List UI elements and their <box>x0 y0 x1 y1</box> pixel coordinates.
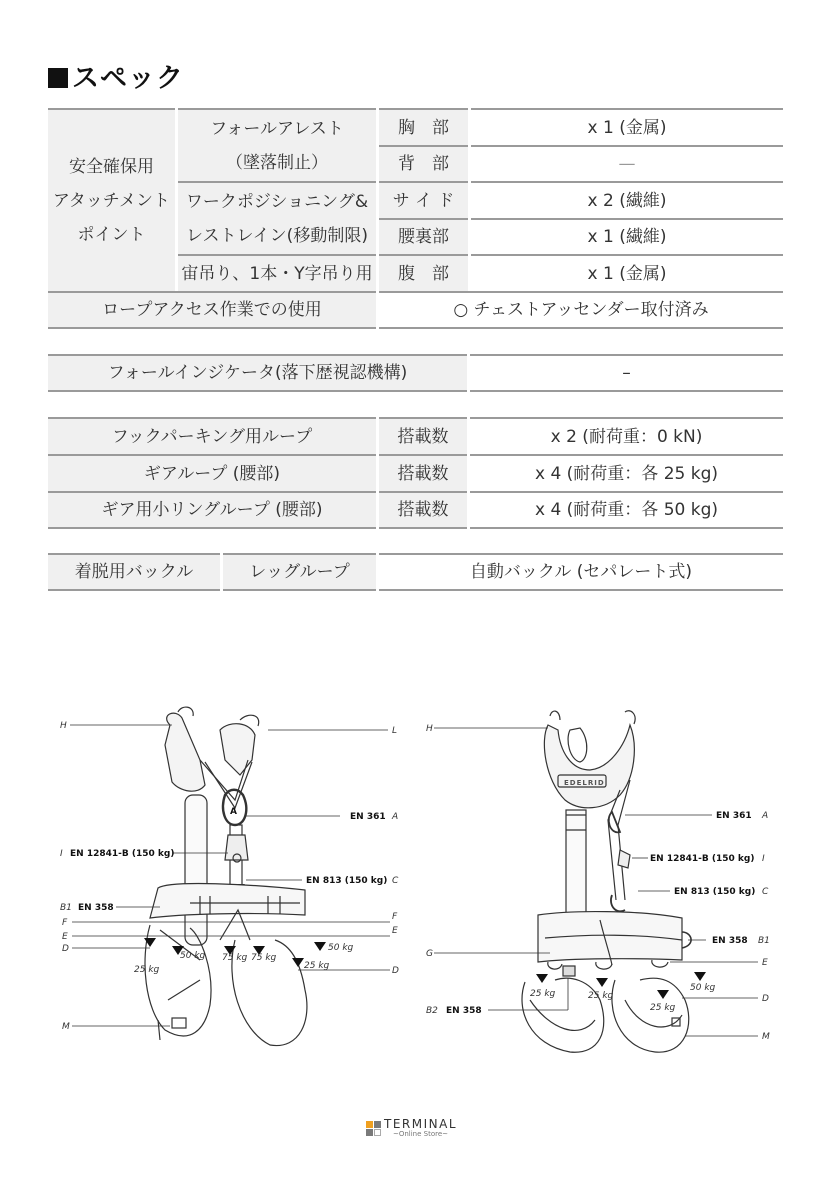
position-side: サ イ ド <box>379 181 468 218</box>
loop-value-gear: x 4 (耐荷重：各 25 kg) <box>470 454 783 491</box>
value-side: x 2 (繊維) <box>471 181 783 218</box>
harness-front-illustration <box>145 707 307 1045</box>
label-E-right: E <box>392 926 398 936</box>
load-25kg-left: 25 kg <box>134 965 160 975</box>
loop-label-hook-parking: フックパーキング用ループ <box>48 417 376 454</box>
label-C-standard: EN 813 (150 kg) <box>674 887 756 897</box>
label-B1: B1 <box>60 903 72 913</box>
label-I: I <box>60 849 63 859</box>
load-50kg: 50 kg <box>690 983 716 993</box>
load-25kg-c: 25 kg <box>650 1003 676 1013</box>
brand-label: EDELRID <box>564 779 605 787</box>
label-M: M <box>62 1022 70 1032</box>
load-25kg-b: 25 kg <box>588 991 614 1001</box>
buckle-value: 自動バックル (セパレート式) <box>379 553 783 591</box>
fall-indicator-label: フォールインジケータ(落下歴視認機構) <box>48 354 467 392</box>
loop-count-label: 搭載数 <box>379 454 467 491</box>
suspension-label: 宙吊り、1本・Y字吊り用 <box>178 254 376 291</box>
loop-label-gear: ギアループ (腰部) <box>48 454 376 491</box>
label-C: C <box>762 887 769 897</box>
label-I: I <box>762 854 765 864</box>
label-A-standard: EN 361 <box>350 812 386 822</box>
label-B1-standard: EN 358 <box>78 903 114 913</box>
loop-value-small-ring: x 4 (耐荷重：各 50 kg) <box>470 491 783 529</box>
fall-arrest-label: フォールアレスト （墜落制止） <box>178 108 376 181</box>
label-E-left: E <box>62 932 68 942</box>
label-D-right: D <box>392 966 399 976</box>
arrow-down-icon <box>292 948 304 967</box>
harness-back-diagram <box>420 700 790 1080</box>
label-I-standard: EN 12841-B (150 kg) <box>650 854 755 864</box>
label-B1: B1 <box>758 936 770 946</box>
label-A: A <box>762 811 769 821</box>
work-positioning-label: ワークポジショニング& レストレイン(移動制限) <box>178 181 376 254</box>
harness-front-diagram <box>50 700 410 1080</box>
rope-access-value: ○ チェストアッセンダー取付済み <box>379 291 783 329</box>
logo-grid-icon <box>366 1121 381 1136</box>
label-B2: B2 <box>426 1006 438 1016</box>
value-back: — <box>471 145 783 181</box>
loop-count-label: 搭載数 <box>379 417 467 454</box>
load-75kg-a: 75 kg <box>222 953 248 963</box>
terminal-store-logo <box>366 1118 457 1138</box>
page-title: スペック <box>48 56 184 95</box>
label-B1-standard: EN 358 <box>712 936 748 946</box>
label-I-standard: EN 12841-B (150 kg) <box>70 849 175 859</box>
label-B2-standard: EN 358 <box>446 1006 482 1016</box>
loop-value-hook-parking: x 2 (耐荷重：0 kN) <box>470 417 783 454</box>
logo-name: TERMINAL <box>384 1117 458 1131</box>
buckle-label: 着脱用バックル <box>48 553 220 591</box>
label-D: D <box>762 994 769 1004</box>
arrow-down-icon <box>536 962 548 983</box>
label-L: L <box>392 726 398 736</box>
arrow-down-icon <box>314 932 326 951</box>
label-C-standard: EN 813 (150 kg) <box>306 876 388 886</box>
square-bullet-icon <box>48 68 68 88</box>
attachment-group-label: 安全確保用 アタッチメント ポイント <box>48 108 175 291</box>
arrow-down-icon <box>694 962 706 981</box>
loop-label-small-ring: ギア用小リングループ (腰部) <box>48 491 376 529</box>
load-25kg-right: 25 kg <box>304 961 330 971</box>
harness-back-illustration <box>522 711 691 1052</box>
label-M: M <box>762 1032 770 1042</box>
label-A: A <box>392 812 399 822</box>
label-C: C <box>392 876 399 886</box>
label-G: G <box>426 949 433 959</box>
label-D-left: D <box>62 944 69 954</box>
load-75kg-b: 75 kg <box>251 953 277 963</box>
label-E: E <box>762 958 768 968</box>
load-50kg-left: 50 kg <box>180 951 206 961</box>
position-chest: 胸 部 <box>379 108 468 145</box>
label-F-right: F <box>392 912 398 922</box>
load-25kg-a: 25 kg <box>530 989 556 999</box>
buckle-sub-label: レッグループ <box>223 553 376 591</box>
load-50kg-right: 50 kg <box>328 943 354 953</box>
label-F-left: F <box>62 918 68 928</box>
loop-count-label: 搭載数 <box>379 491 467 529</box>
position-abdomen: 腹 部 <box>379 254 468 291</box>
value-chest: x 1 (金属) <box>471 108 783 145</box>
value-abdomen: x 1 (金属) <box>471 254 783 291</box>
label-H: H <box>60 721 67 731</box>
position-back: 背 部 <box>379 145 468 181</box>
value-lower-back: x 1 (繊維) <box>471 218 783 254</box>
label-A-standard: EN 361 <box>716 811 752 821</box>
fall-indicator-value: – <box>470 354 783 392</box>
position-lower-back: 腰裏部 <box>379 218 468 254</box>
logo-tagline: ~Online Store~ <box>392 1130 449 1138</box>
label-H: H <box>426 724 433 734</box>
ring-letter-A: A <box>230 807 237 817</box>
rope-access-label: ロープアクセス作業での使用 <box>48 291 376 329</box>
